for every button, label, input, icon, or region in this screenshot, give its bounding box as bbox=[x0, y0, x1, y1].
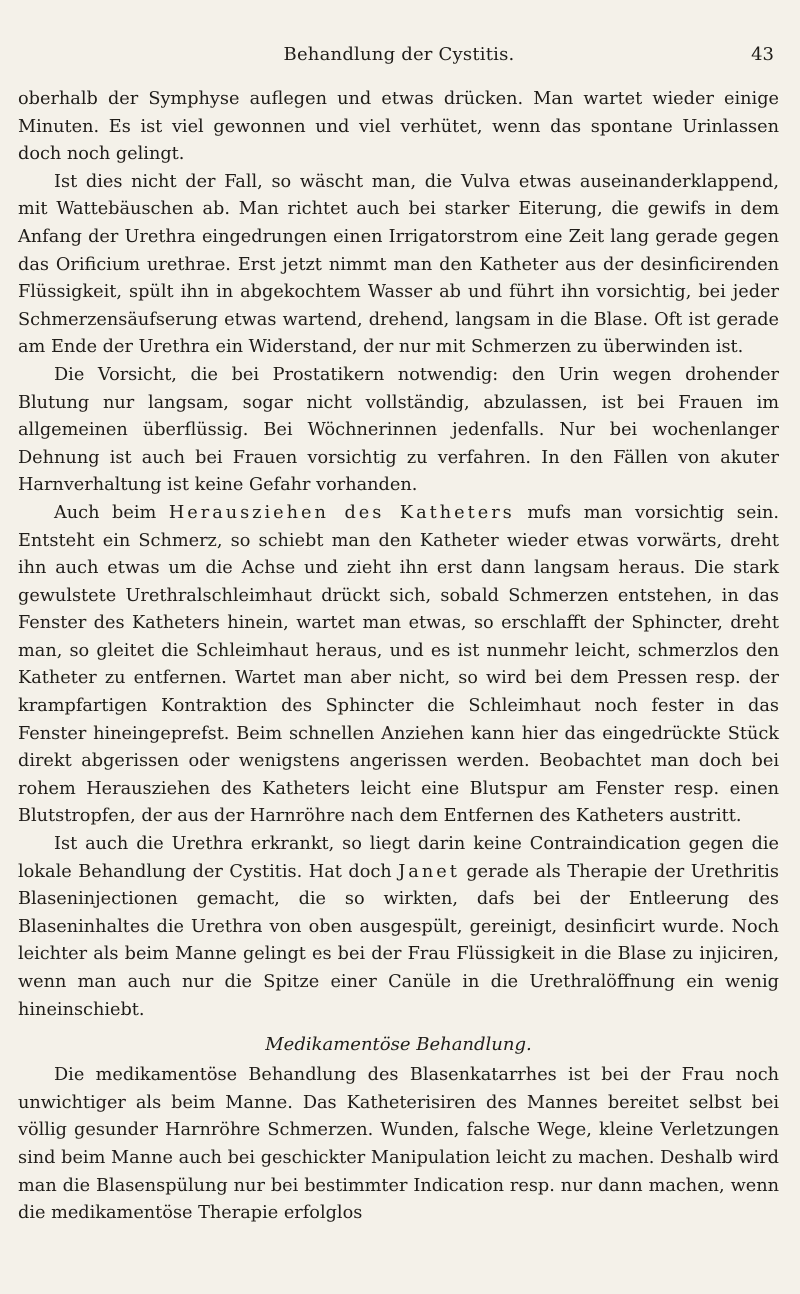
paragraph-6: Die medikamentöse Behandlung des Blasenkatarrhes ist bei der Frau noch unwichtiger als beim Manne. Das Katheterisiren des Mannes bereitet selbst bei völlig gesunder Harnröhre Schmerzen. Wunden, falsche Wege, kleine Verletzungen sind beim Manne auch bei geschickter Manipulation leicht zu machen. Deshalb wird man die Blasenspülung nur bei bestimmter Indication resp. nur dann machen, wenn die medikamentöse Therapie erfolglos bbox=[18, 1065, 779, 1224]
running-title: Behandlung der Cystitis. bbox=[283, 44, 515, 65]
paragraph-3: Die Vorsicht, die bei Prostatikern notwendig: den Urin wegen drohender Blutung nur langsam, sogar nicht vollständig, abzulassen, ist bei Frauen im allgemeinen überflüssig. Bei Wöchnerinnen jedenfalls. Nur bei wochenlanger Dehnung ist auch bei Frauen vorsichtig zu verfahren. In den Fällen von akuter Harnverhaltung ist keine Gefahr vorhanden. bbox=[18, 364, 779, 496]
paragraph-2: Ist dies nicht der Fall, so wäscht man, die Vulva etwas auseinanderklappend, mit Wattebäuschen ab. Man richtet auch bei starker Eiterung, die gewifs in dem Anfang der Urethra eingedrungen einen Irrigatorstrom eine Zeit lang gerade gegen das Orificium urethrae. Erst jetzt nimmt man den Katheter aus der desinficirenden Flüssigkeit, spült ihn in abgekochtem Wasser ab und führt ihn vorsichtig, bei jeder Schmerzensäufserung etwas wartend, drehend, langsam in die Blase. Oft ist gerade am Ende der Urethra ein Widerstand, der nur mit Schmerzen zu überwinden ist. bbox=[18, 171, 779, 358]
paragraph-5-rest: gerade als Therapie der Urethritis Blaseninjectionen gemacht, die so wirkten, dafs bei der Entleerung des Blaseninhaltes die Urethra von oben ausgespült, gereinigt, desinficirt wurde. Noch leichter als beim Manne gelingt es bei der Frau Flüssigkeit in die Blase zu injiciren, wenn man auch nur die Spitze einer Canüle in die Urethralöffnung ein wenig hineinschiebt. bbox=[18, 861, 779, 1020]
section-heading: Medikamentöse Behandlung. bbox=[265, 1034, 532, 1056]
spaced-emphasis-janet: Janet bbox=[398, 861, 460, 882]
paragraph-1: oberhalb der Symphyse auflegen und etwas drücken. Man wartet wieder einige Minuten. Es ist viel gewonnen und viel verhütet, wenn das spontane Urinlassen doch noch gelingt. bbox=[18, 89, 779, 165]
paragraph-4-rest: mufs man vorsichtig sein. Entsteht ein Schmerz, so schiebt man den Katheter wieder etwas vorwärts, dreht ihn auch etwas um die Achse und zieht ihn erst dann langsam heraus. Die stark gewulstete Urethralschleimhaut drückt sich, sobald Schmerzen entstehen, in das Fenster des Katheters hinein, wartet man etwas, so erschlafft der Sphincter, dreht man, so gleitet die Schleimhaut heraus, und es ist nunmehr leicht, schmerzlos den Katheter zu entfernen. Wartet man aber nicht, so wird bei dem Pressen resp. der krampfartigen Kontraktion des Sphincter die Schleimhaut noch fester in das Fenster hineingeprefst. Beim schnellen Anziehen kann hier das eingedrückte Stück direkt abgerissen oder wenigstens angerissen werden. Beobachtet man doch bei rohem Herausziehen des Katheters leicht eine Blutspur am Fenster resp. einen Blutstropfen, der aus der Harnröhre nach dem Entfernen des Katheters austritt. bbox=[18, 502, 780, 827]
page-number: 43 bbox=[751, 44, 774, 65]
page-header bbox=[18, 44, 780, 68]
paragraph-4-start: Auch beim bbox=[54, 502, 169, 523]
body-text bbox=[18, 86, 779, 1228]
paragraph-5-start: Ist auch die Urethra erkrankt, so liegt darin keine Contraindication gegen die lokale Behandlung der Cystitis. Hat doch bbox=[18, 834, 779, 882]
spaced-emphasis-herausziehen: Herausziehen des Katheters bbox=[168, 502, 515, 523]
paragraph-4 bbox=[18, 500, 779, 831]
paragraph-5 bbox=[18, 831, 779, 1024]
